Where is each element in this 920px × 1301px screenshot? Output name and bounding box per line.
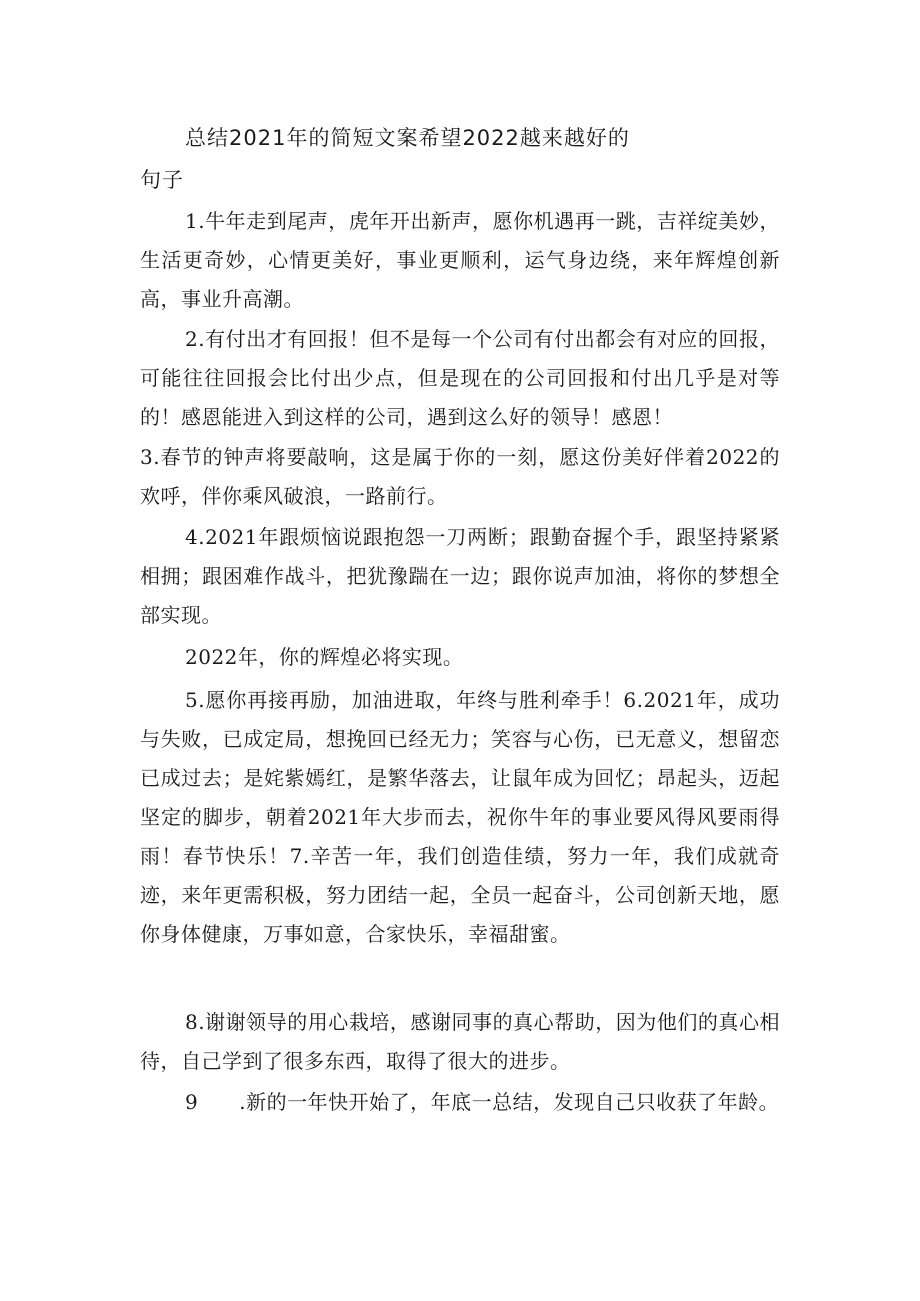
paragraph-8: 9 .新的一年快开始了，年底一总结，发现自己只收获了年龄。 [185, 1090, 780, 1114]
paragraph-6: 5.愿你再接再励，加油进取，年终与胜利牵手！6.2021年，成功与失败，已成定局，想挽回已经无力；笑容与心伤，已无意义，想留恋已成过去；是姹紫嫣红，是繁华落去，让鼠年成为回忆；昂起头，迈起坚定的脚步，朝着2021年大步而去，祝你牛年的事业要风得风要雨得雨！春节快乐！7.辛苦一年，我们创造佳绩，努力一年，我们成就奇迹，来年更需积极，努力团结一起，全员一起奋斗，公司创新天地，愿你身体健康，万事如意，合家快乐，幸福甜蜜。 [140, 688, 780, 946]
paragraph-2: 2.有付出才有回报！但不是每一个公司有付出都会有对应的回报，可能往往回报会比付出少点，但是现在的公司回报和付出几乎是对等的！感恩能进入到这样的公司，遇到这么好的领导！感恩！ [140, 327, 780, 429]
document-title: 总结2021年的简短文案希望2022越来越好的 [185, 126, 630, 150]
paragraph-4: 4.2021年跟烦恼说跟抱怨一刀两断；跟勤奋握个手，跟坚持紧紧相拥；跟困难作战斗，把犹豫踹在一边；跟你说声加油，将你的梦想全部实现。 [140, 525, 780, 627]
document-title-continued: 句子 [140, 168, 184, 192]
paragraph-5: 2022年，你的辉煌必将实现。 [185, 645, 464, 669]
paragraph-1: 1.牛年走到尾声，虎年开出新声，愿你机遇再一跳，吉祥绽美妙，生活更奇妙，心情更美好，事业更顺利，运气身边绕，来年辉煌创新高，事业升高潮。 [140, 209, 780, 311]
paragraph-3: 3.春节的钟声将要敲响，这是属于你的一刻，愿这份美好伴着2022的欢呼，伴你乘风破浪，一路前行。 [140, 445, 780, 508]
paragraph-7: 8.谢谢领导的用心栽培，感谢同事的真心帮助，因为他们的真心相待，自己学到了很多东西，取得了很大的进步。 [140, 1010, 780, 1073]
